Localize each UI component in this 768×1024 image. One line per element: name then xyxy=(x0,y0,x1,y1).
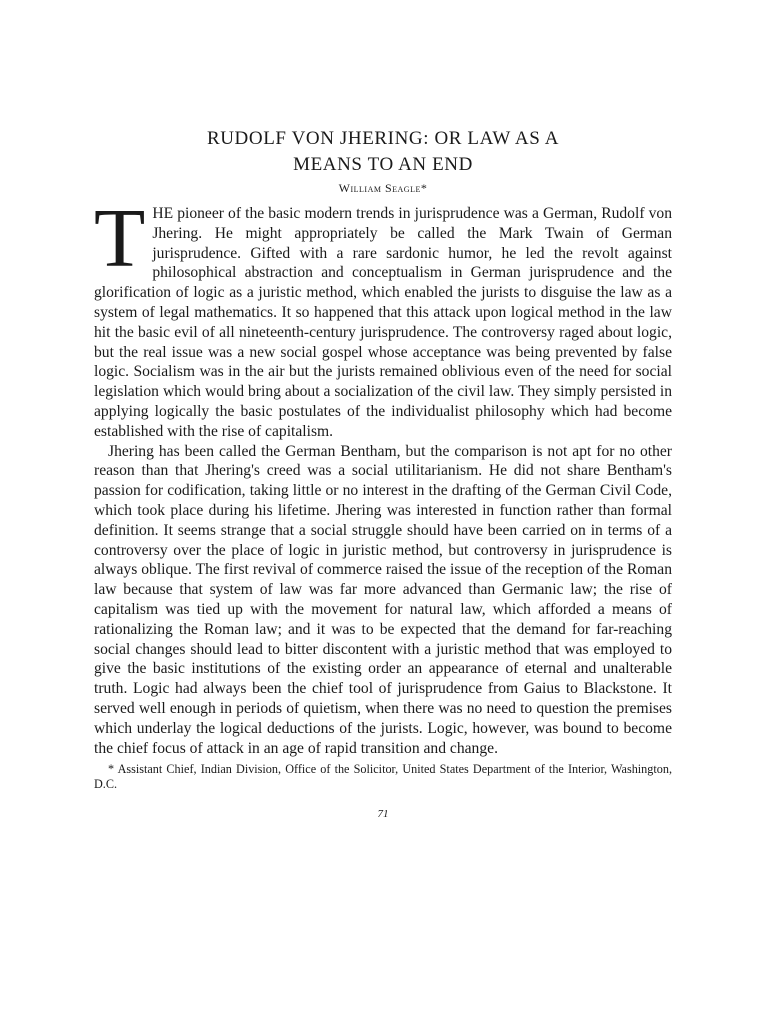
article-page xyxy=(94,126,672,946)
title-line-1: RUDOLF VON JHERING: OR LAW AS A xyxy=(206,128,560,149)
article-body xyxy=(94,192,672,758)
author-byline: William Seagle* xyxy=(338,181,428,195)
article-title xyxy=(94,126,672,178)
paragraph-1 xyxy=(94,192,672,442)
paragraph-1-text: HE pioneer of the basic modern trends in jurisprudence was a German, Rudolf von Jhering. He might appropriately be called the Mark Twain of German jurisprudence. Gifted with a rare sardonic humor, he led the revolt against philosophical abstraction and conceptualism in German jurisprudence and the glorification of logic as a juristic method, which enabled the jurists to disguise the law as a system of legal mathematics. It so happened that this attack upon logical method in the law hit the basic evil of all nineteenth-century jurisprudence. The controversy raged about logic, but the real issue was a new social gospel whose acceptance was being prevented by false logic. Socialism was in the air but the jurists remained oblivious even of the need for social legislation which would bring about a socialization of the civil law. They simply persisted in applying logically the basic postulates of the individualist philosophy which had become established with the rise of capitalism. xyxy=(94,205,672,440)
drop-cap: T xyxy=(94,192,146,285)
title-line-2: MEANS TO AN END xyxy=(293,154,473,175)
page-number: 71 xyxy=(377,808,389,821)
author-footnote: * Assistant Chief, Indian Division, Office of the Solicitor, United States Department of the Interior, Washington, D.C. xyxy=(94,762,672,792)
paragraph-2: Jhering has been called the German Bentham, but the comparison is not apt for no other reason than that Jhering's creed was a social utilitarianism. He did not share Bentham's passion for codification, taking little or no interest in the drafting of the German Civil Code, which took place during his lifetime. Jhering was interested in function rather than formal definition. It seems strange that a social struggle should have been carried on in terms of a controversy over the place of logic in juristic method, but controversy in jurisprudence is always oblique. The first revival of commerce raised the issue of the reception of the Roman law because that system of law was far more advanced than Germanic law; the rise of capitalism was tied up with the movement for natural law, which afforded a means of rationalizing the Roman law; and it was to be expected that the demand for far-reaching social changes should lead to bitter discontent with a juristic method that was employed to give the basic institutions of the existing order an appearance of eternal and unalterable truth. Logic had always been the chief tool of jurisprudence from Gaius to Blackstone. It served well enough in periods of quietism, when there was no need to question the premises which underlay the logical deductions of the jurists. Logic, however, was bound to become the chief focus of attack in an age of rapid transition and change. xyxy=(94,442,672,757)
